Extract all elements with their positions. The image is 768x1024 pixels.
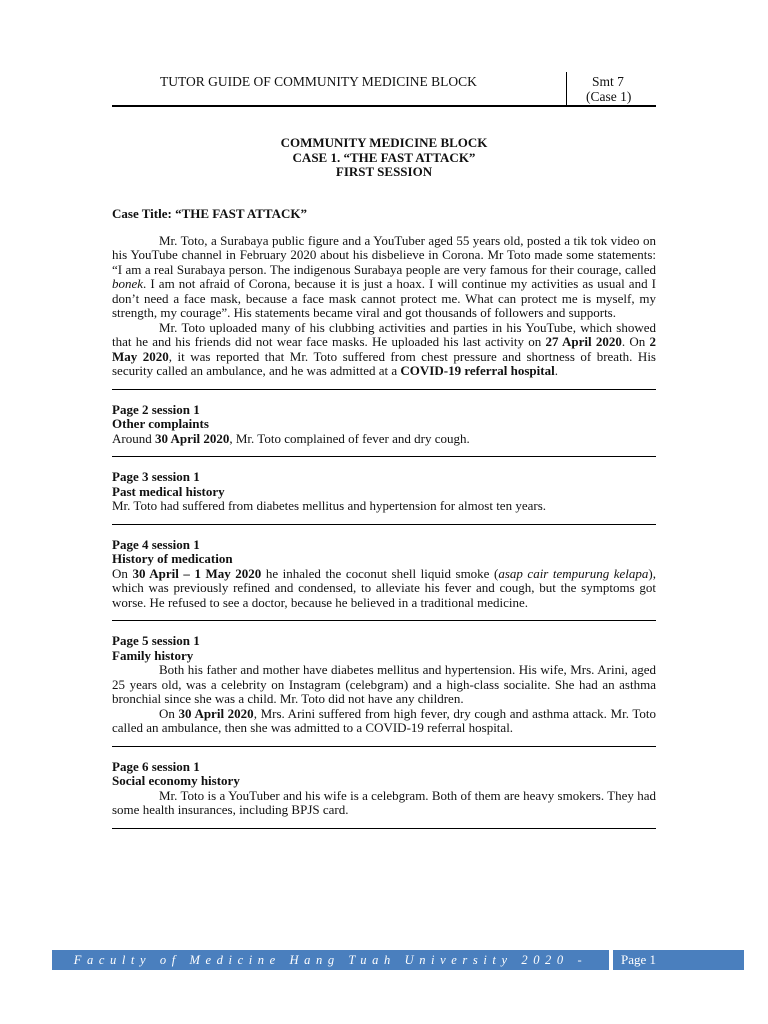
header-semester: Smt 7: [592, 74, 624, 89]
title-session: FIRST SESSION: [335, 164, 433, 179]
section-heading: Social economy history: [112, 773, 240, 788]
intro-paragraph-2: [112, 321, 656, 379]
section-text: [112, 432, 656, 447]
section-page-label: Page 3 session 1: [112, 469, 200, 484]
intro-p2-hospital: COVID-19 referral hospital: [400, 363, 555, 378]
header-title: TUTOR GUIDE OF COMMUNITY MEDICINE BLOCK: [160, 74, 477, 89]
s5-date: 30 April 2020: [178, 705, 254, 721]
s5-text-a: On: [159, 705, 179, 721]
case-title: Case Title: “THE FAST ATTACK”: [112, 206, 308, 221]
section-divider: [112, 524, 656, 525]
header-case: (Case 1): [586, 89, 632, 104]
intro-p2-text-b: . On: [621, 334, 650, 349]
section-page-4: [112, 538, 656, 611]
section-text: [112, 567, 656, 611]
intro-paragraph-1: [112, 234, 656, 321]
intro-p2-date-1: 27 April 2020: [545, 334, 622, 349]
section-divider: [112, 620, 656, 621]
section-page-label: Page 4 session 1: [112, 536, 200, 552]
s2-date: 30 April 2020: [154, 430, 230, 446]
s4-italic: asap cair tempurung kelapa: [498, 565, 649, 581]
footer-page-box: [613, 950, 744, 970]
header-divider-vertical: [566, 72, 567, 106]
title-case-name: CASE 1. “THE FAST ATTACK”: [292, 149, 476, 165]
section-page-3: [112, 470, 656, 514]
intro-p1-italic: bonek: [112, 276, 144, 291]
section-page-label: Page 6 session 1: [112, 758, 200, 774]
section-divider: [112, 389, 656, 390]
section-page-6: [112, 760, 656, 818]
intro-p2-text-d: .: [554, 363, 558, 378]
section-page-label: Page 5 session 1: [112, 633, 200, 648]
header-rule: [112, 105, 656, 107]
section-page-label: Page 2 session 1: [112, 401, 200, 417]
page-header: [112, 60, 656, 106]
section-heading: History of medication: [112, 551, 233, 566]
intro-p1-text-b: . I am not afraid of Corona, because it is just a hoax. I will continue my activities as usual and I don’t need a face mask, because a face mask cannot protect me. What can protect me is myself, my strength, my courage”. His statements became viral and got thousands of followers and supports.: [112, 276, 656, 320]
s2-text-b: , Mr. Toto complained of fever and dry cough.: [229, 430, 470, 446]
section-divider: [112, 456, 656, 457]
section-text: [112, 707, 656, 736]
document-body: [112, 207, 656, 842]
section-text: Mr. Toto had suffered from diabetes mellitus and hypertension for almost ten years.: [112, 498, 547, 513]
s4-date: 30 April – 1 May 2020: [132, 565, 262, 581]
section-page-5: [112, 634, 656, 736]
section-heading: Other complaints: [112, 416, 209, 431]
s5-text-b: , Mrs. Arini suffered from high fever, dry cough and asthma attack. Mr. Toto called an ambulance, then she was admitted to a COVID-19 referral hospital.: [112, 705, 657, 735]
s4-text-a: On: [112, 565, 133, 581]
section-page-2: [112, 403, 656, 447]
page-footer: [52, 950, 744, 987]
intro-p1-text-a: Mr. Toto, a Surabaya public figure and a YouTuber aged 55 years old, posted a tik tok video on his YouTube channel in February 2020 about his disbelieve in Corona. Mr Toto made some statements: “I am a real Surabaya person. The indigenous Surabaya people are very famous for their courage, called: [112, 232, 656, 277]
footer-text: Faculty of Medicine Hang Tuah University 2020 - 2021: [73, 953, 588, 987]
section-heading: Past medical history: [112, 483, 225, 499]
s2-text-a: Around: [112, 430, 155, 446]
section-text: Both his father and mother have diabetes mellitus and hypertension. His wife, Mrs. Arini, aged 25 years old, was a celebrity on Instagram (celebgram) and a high-class socialite. She had an asthma bronchial since she was a child. Mr. Toto did not have any children.: [112, 662, 656, 706]
intro-p2-text-c: , it was reported that Mr. Toto suffered from chest pressure and shortness of breath. His security called an ambulance, and he was admitted at a: [112, 348, 656, 378]
section-text: Mr. Toto is a YouTuber and his wife is a celebgram. Both of them are heavy smokers. They had some health insurances, including BPJS card.: [112, 787, 656, 817]
document-titles: [112, 136, 656, 180]
page-number: Page 1: [621, 952, 657, 967]
intro-p2-date-2: 2 May 2020: [112, 334, 656, 364]
section-divider: [112, 746, 656, 747]
section-heading: Family history: [112, 647, 194, 663]
s4-text-b: he inhaled the coconut shell liquid smoke (: [261, 565, 499, 581]
section-divider: [112, 828, 656, 829]
intro-p2-text-a: Mr. Toto uploaded many of his clubbing activities and parties in his YouTube, which showed that he and his friends did not wear face masks. He uploaded his last activity on: [112, 319, 656, 349]
title-block-name: COMMUNITY MEDICINE BLOCK: [280, 135, 488, 150]
s4-text-c: ), which was previously refined and condensed, to alleviate his fever and cough, but the symptoms got worse. He refused to see a doctor, because he believed in a traditional medicine.: [112, 565, 657, 610]
